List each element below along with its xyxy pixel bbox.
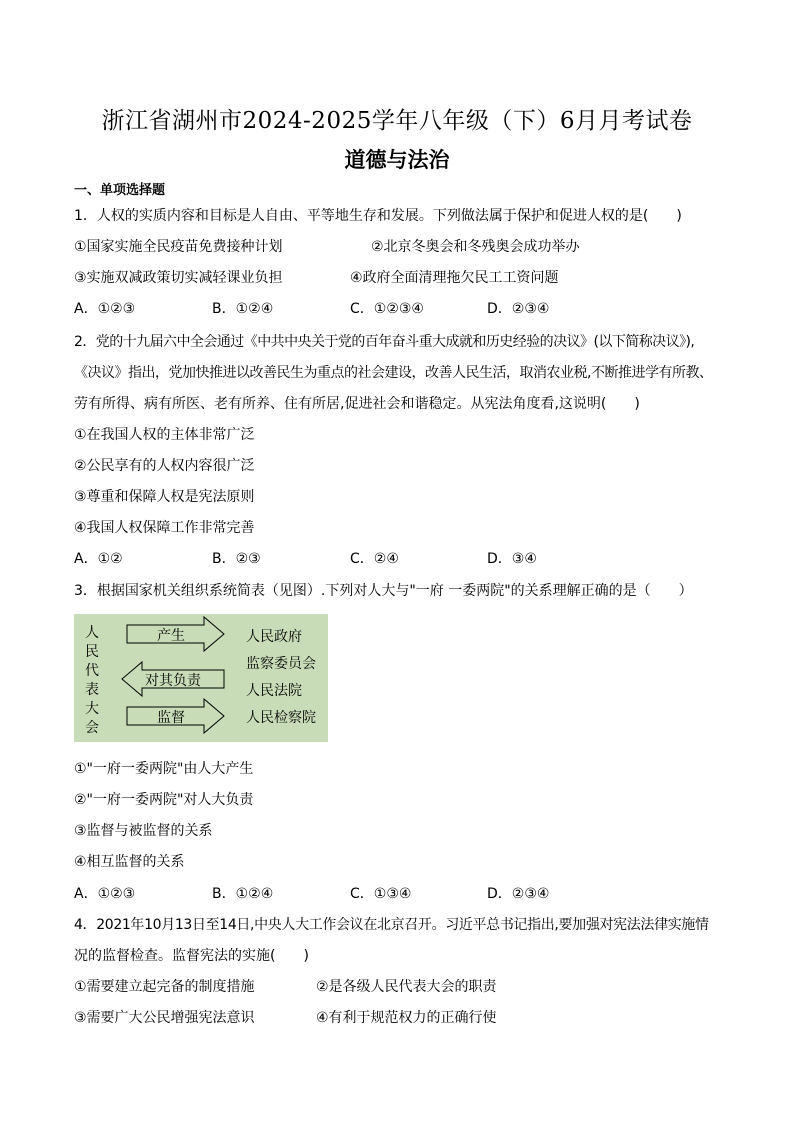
q1-choice-b[interactable]: B．①②④ bbox=[212, 301, 274, 317]
q2-choice-d[interactable]: D．③④ bbox=[487, 551, 537, 567]
q1-stem: 1．人权的实质内容和目标是人自由、平等地生存和发展。下列做法属于保护和促进人权的是( ) bbox=[74, 208, 682, 224]
q4-stem-line1: 4．2021年10月13日至14日,中央人大工作会议在北京召开。习近平总书记指出,要加强对宪法法律实施情 bbox=[74, 917, 709, 933]
label-responsible: 对其负责 bbox=[145, 673, 201, 689]
q1-statement-3: ③实施双减政策切实减轻课业负担 bbox=[74, 270, 283, 286]
q2-choice-c[interactable]: C．②④ bbox=[350, 551, 399, 567]
q3-statement-4: ④相互监督的关系 bbox=[74, 854, 185, 870]
organ-procuratorate: 人民检察院 bbox=[246, 710, 316, 726]
q2-statement-4: ④我国人权保障工作非常完善 bbox=[74, 520, 255, 536]
q3-choice-d[interactable]: D．②③④ bbox=[487, 886, 550, 902]
q2-stem-line2: 《决议》指出，党加快推进以改善民生为重点的社会建设，改善人民生活，取消农业税,不断推进学有所教、 bbox=[74, 365, 713, 381]
section-heading: 一、单项选择题 bbox=[74, 183, 166, 198]
npc-char: 民 bbox=[85, 644, 99, 660]
q3-choice-c[interactable]: C．①③④ bbox=[350, 886, 412, 902]
npc-char: 人 bbox=[85, 625, 99, 641]
q4-statement-3: ③需要广大公民增强宪法意识 bbox=[74, 1010, 255, 1026]
exam-title: 浙江省湖州市2024-2025学年八年级（下）6月月考试卷 bbox=[101, 108, 693, 134]
label-supervise: 监督 bbox=[157, 710, 185, 726]
q4-statement-4: ④有利于规范权力的正确行使 bbox=[316, 1010, 497, 1026]
q4-stem-line2: 况的监督检查。监督宪法的实施( ) bbox=[74, 948, 309, 964]
q2-statement-1: ①在我国人权的主体非常广泛 bbox=[74, 427, 255, 443]
q3-choice-b[interactable]: B．①②④ bbox=[212, 886, 274, 902]
q1-choice-d[interactable]: D．②③④ bbox=[487, 301, 550, 317]
q2-stem-line1: 2．党的十九届六中全会通过《中共中央关于党的百年奋斗重大成就和历史经验的决议》(以下简称决议》), bbox=[74, 334, 695, 350]
q2-choice-b[interactable]: B．②③ bbox=[212, 551, 261, 567]
q3-statement-1: ①"一府一委两院"由人大产生 bbox=[74, 761, 254, 777]
q1-choice-a[interactable]: A．①②③ bbox=[74, 301, 136, 317]
npc-char: 表 bbox=[85, 682, 99, 698]
q1-choice-c[interactable]: C．①②③④ bbox=[350, 301, 424, 317]
q3-choice-a[interactable]: A．①②③ bbox=[74, 886, 136, 902]
npc-char: 大 bbox=[85, 701, 99, 717]
organ-court: 人民法院 bbox=[246, 683, 302, 699]
npc-char: 代 bbox=[85, 663, 99, 679]
q2-choice-a[interactable]: A．①② bbox=[74, 551, 123, 567]
npc-char: 会 bbox=[85, 720, 99, 736]
q2-statement-2: ②公民享有的人权内容很广泛 bbox=[74, 458, 255, 474]
q4-statement-2: ②是各级人民代表大会的职责 bbox=[316, 979, 497, 995]
organ-government: 人民政府 bbox=[246, 629, 302, 645]
organ-supervisory-commission: 监察委员会 bbox=[246, 656, 316, 672]
label-produce: 产生 bbox=[157, 628, 185, 644]
q3-stem: 3．根据国家机关组织系统简表（见图）.下列对人大与"一府 一委两院"的关系理解正确的是（ ） bbox=[74, 583, 693, 599]
q2-stem-line3: 劳有所得、病有所医、老有所养、住有所居,促进社会和谐稳定。从宪法角度看,这说明( ) bbox=[74, 396, 640, 412]
q3-statement-3: ③监督与被监督的关系 bbox=[74, 823, 213, 839]
q1-statement-2: ②北京冬奥会和冬残奥会成功举办 bbox=[371, 239, 580, 255]
q1-statement-4: ④政府全面清理拖欠民工工资问题 bbox=[350, 270, 559, 286]
subject-title: 道德与法治 bbox=[344, 148, 450, 172]
q2-statement-3: ③尊重和保障人权是宪法原则 bbox=[74, 489, 255, 505]
q4-statement-1: ①需要建立起完备的制度措施 bbox=[74, 979, 255, 995]
state-organs-diagram bbox=[74, 614, 328, 742]
q1-statement-1: ①国家实施全民疫苗免费接种计划 bbox=[74, 239, 283, 255]
q3-statement-2: ②"一府一委两院"对人大负责 bbox=[74, 792, 254, 808]
